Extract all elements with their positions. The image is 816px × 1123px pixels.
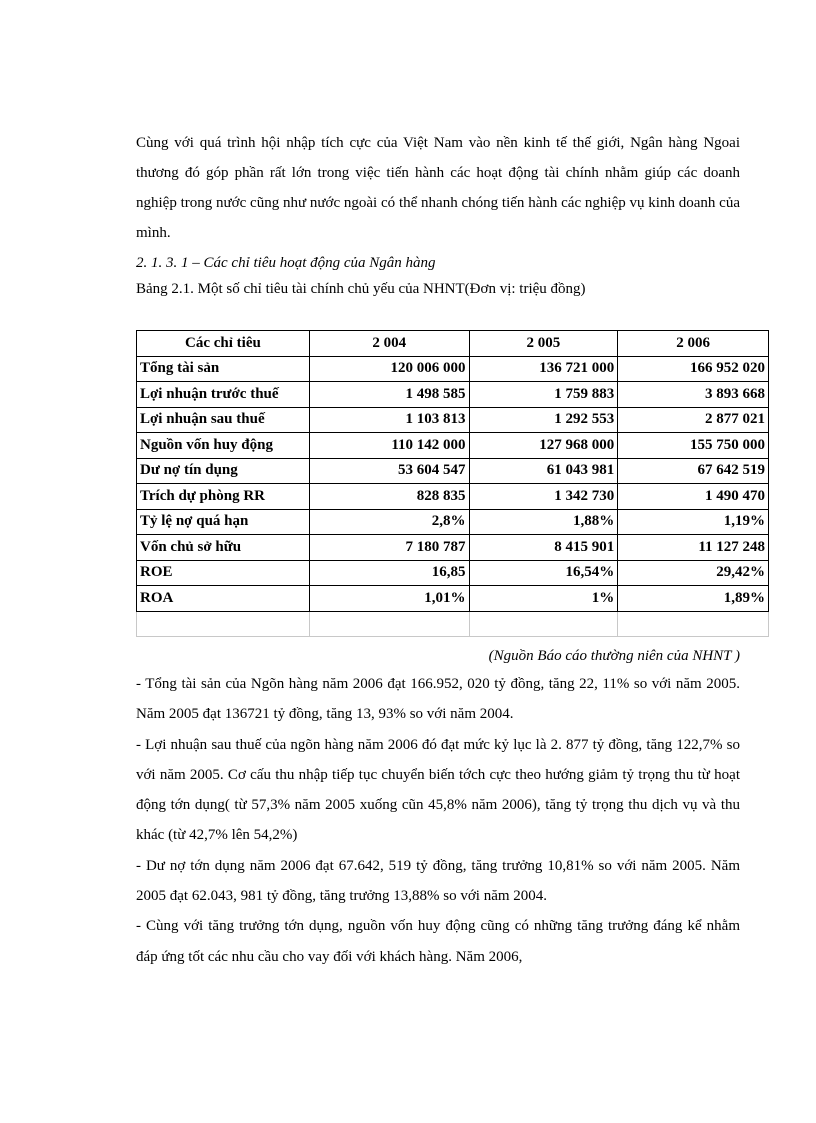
value-cell: 1 759 883: [469, 382, 618, 408]
table-row: [137, 433, 769, 459]
row-label-cell: Nguồn vốn huy động: [137, 433, 310, 459]
value-cell: 1%: [469, 586, 618, 612]
value-cell: 1,19%: [618, 509, 769, 535]
table-row: [137, 382, 769, 408]
empty-cell: [137, 611, 310, 637]
document-page: [136, 128, 765, 972]
section-heading: 2. 1. 3. 1 – Các chỉ tiêu hoạt động của Ngân hàng: [136, 255, 436, 271]
analysis-paragraphs: [136, 669, 740, 972]
table-row: [137, 356, 769, 382]
empty-cell: [309, 611, 469, 637]
value-cell: 16,54%: [469, 560, 618, 586]
value-cell: 1 498 585: [309, 382, 469, 408]
value-cell: 3 893 668: [618, 382, 769, 408]
value-cell: 1 103 813: [309, 407, 469, 433]
header-cell: 2 004: [309, 331, 469, 357]
value-cell: 8 415 901: [469, 535, 618, 561]
value-cell: 136 721 000: [469, 356, 618, 382]
value-cell: 67 642 519: [618, 458, 769, 484]
value-cell: 1,89%: [618, 586, 769, 612]
value-cell: 828 835: [309, 484, 469, 510]
value-cell: 7 180 787: [309, 535, 469, 561]
empty-cell: [469, 611, 618, 637]
value-cell: 16,85: [309, 560, 469, 586]
value-cell: 120 006 000: [309, 356, 469, 382]
row-label-cell: Trích dự phòng RR: [137, 484, 310, 510]
table-row: [137, 586, 769, 612]
row-label-cell: Dư nợ tín dụng: [137, 458, 310, 484]
value-cell: 2,8%: [309, 509, 469, 535]
table-body: [137, 356, 769, 637]
analysis-paragraph: - Dư nợ tớn dụng năm 2006 đạt 67.642, 519 tỷ đồng, tăng trưởng 10,81% so với năm 2005. Năm 2005 đạt 62.043, 981 tỷ đồng, tăng trưởng 13,88% so với năm 2004.: [136, 857, 740, 905]
table-row: [137, 535, 769, 561]
row-label-cell: ROA: [137, 586, 310, 612]
table-source-note: (Nguồn Báo cáo thường niên của NHNT ): [488, 648, 740, 664]
table-empty-row: [137, 611, 769, 637]
value-cell: 2 877 021: [618, 407, 769, 433]
table-row: [137, 407, 769, 433]
value-cell: 110 142 000: [309, 433, 469, 459]
row-label-cell: Lợi nhuận sau thuế: [137, 407, 310, 433]
table-header-row: [137, 331, 769, 357]
intro-paragraph: Cùng với quá trình hội nhập tích cực của Việt Nam vào nền kinh tế thế giới, Ngân hàng Ngoai thương đó góp phần rất lớn trong việc tiến hành các hoạt động tài chính nhằm giúp các doanh nghiệp trong nước cũng như nước ngoài có thể nhanh chóng tiến hành các nghiệp vụ kinh doanh của mình.: [136, 135, 740, 241]
value-cell: 11 127 248: [618, 535, 769, 561]
row-label-cell: Lợi nhuận trước thuế: [137, 382, 310, 408]
header-cell: Các chỉ tiêu: [137, 331, 310, 357]
value-cell: 155 750 000: [618, 433, 769, 459]
value-cell: 61 043 981: [469, 458, 618, 484]
value-cell: 1 292 553: [469, 407, 618, 433]
table-row: [137, 560, 769, 586]
value-cell: 53 604 547: [309, 458, 469, 484]
row-label-cell: Tỷ lệ nợ quá hạn: [137, 509, 310, 535]
header-cell: 2 006: [618, 331, 769, 357]
value-cell: 1 490 470: [618, 484, 769, 510]
row-label-cell: Tổng tài sản: [137, 356, 310, 382]
row-label-cell: Vốn chủ sở hữu: [137, 535, 310, 561]
table-row: [137, 458, 769, 484]
analysis-paragraph: - Lợi nhuận sau thuế của ngõn hàng năm 2006 đó đạt mức kỷ lục là 2. 877 tỷ đồng, tăng 122,7% so với năm 2005. Cơ cấu thu nhập tiếp tục chuyển biến tớch cực theo hướng giảm tỷ trọng thu từ hoạt động tớn dụng( từ 57,3% năm 2005 xuống cũn 45,8% năm 2006), tăng tỷ trọng thu dịch vụ và thu khác (từ 42,7% lên 54,2%): [136, 736, 740, 844]
header-cell: 2 005: [469, 331, 618, 357]
row-label-cell: ROE: [137, 560, 310, 586]
table-row: [137, 484, 769, 510]
value-cell: 166 952 020: [618, 356, 769, 382]
analysis-paragraph: - Tổng tài sản của Ngõn hàng năm 2006 đạt 166.952, 020 tỷ đồng, tăng 22, 11% so với năm 2005. Năm 2005 đạt 136721 tỷ đồng, tăng 13, 93% so với năm 2004.: [136, 676, 740, 723]
value-cell: 1,01%: [309, 586, 469, 612]
table-caption: Bảng 2.1. Một số chỉ tiêu tài chính chủ yếu của NHNT(Đơn vị: triệu đồng): [136, 281, 586, 297]
table-row: [137, 509, 769, 535]
analysis-paragraph: - Cùng với tăng trưởng tớn dụng, nguồn vốn huy động cũng có những tăng trưởng đáng kể nhằm đáp ứng tốt các nhu cầu cho vay đối với khách hàng. Năm 2006,: [136, 918, 740, 965]
value-cell: 1,88%: [469, 509, 618, 535]
financial-indicators-table: [136, 330, 769, 637]
value-cell: 29,42%: [618, 560, 769, 586]
empty-cell: [618, 611, 769, 637]
value-cell: 127 968 000: [469, 433, 618, 459]
value-cell: 1 342 730: [469, 484, 618, 510]
